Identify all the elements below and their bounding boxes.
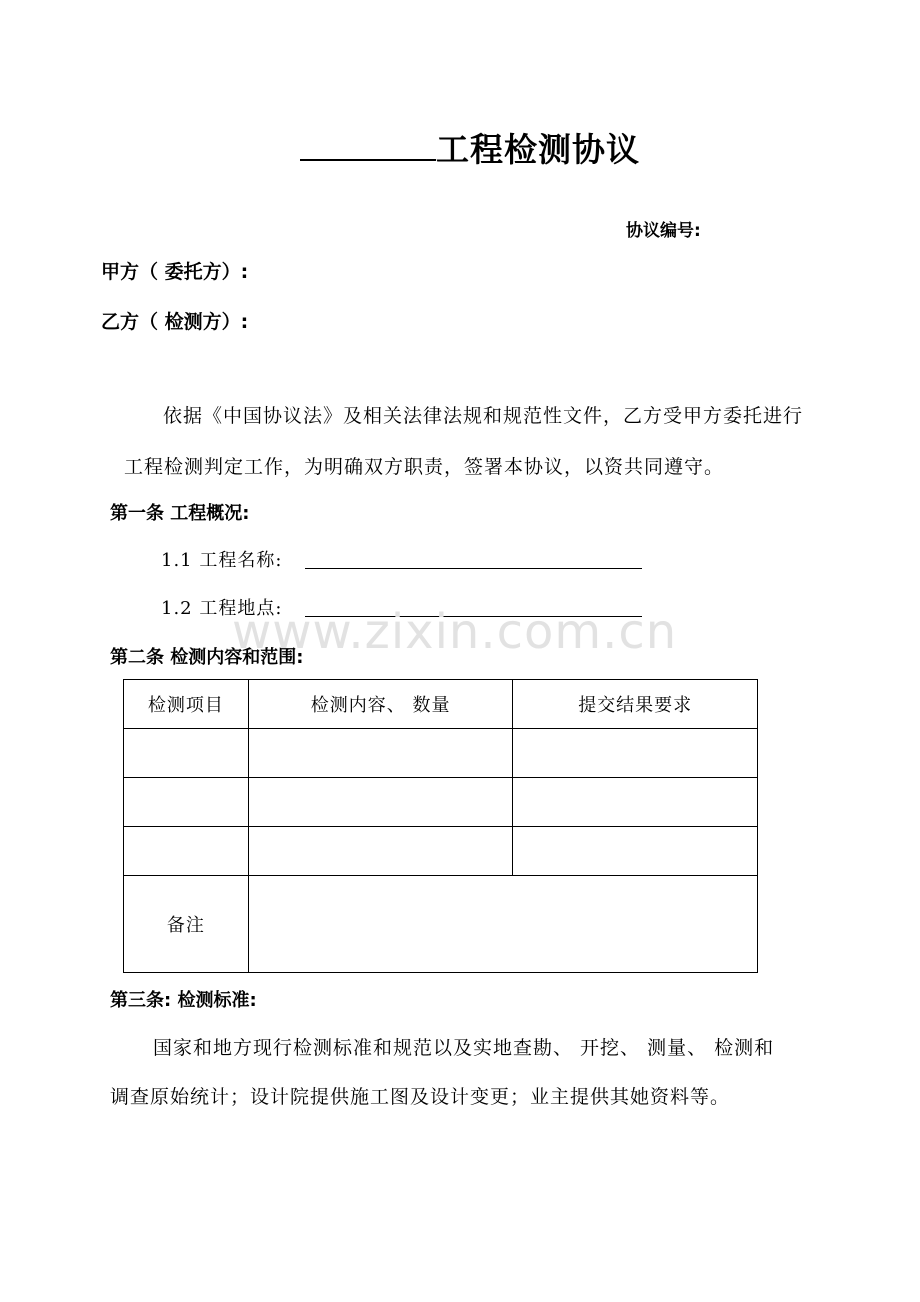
table-cell[interactable] — [248, 778, 513, 827]
table-cell[interactable] — [248, 827, 513, 876]
document-title — [300, 124, 640, 171]
article-1-heading: 第一条 工程概况: — [110, 503, 250, 524]
table-cell[interactable] — [513, 778, 758, 827]
project-location-label: 1.2 工程地点: — [161, 598, 283, 619]
remark-label: 备注 — [124, 876, 249, 973]
table-row — [124, 778, 758, 827]
intro-line-2: 工程检测判定工作，为明确双方职责，签署本协议，以资共同遵守。 — [124, 456, 725, 478]
party-b-label: 乙方（ 检测方）: — [101, 311, 249, 333]
intro-line-1: 依据《中国协议法》及相关法律法规和规范性文件，乙方受甲方委托进行 — [163, 405, 804, 427]
article-3-heading: 第三条: 检测标准: — [110, 990, 257, 1011]
table-cell[interactable] — [513, 827, 758, 876]
project-name-blank[interactable] — [305, 568, 642, 569]
table-cell[interactable] — [124, 827, 249, 876]
remark-cell[interactable] — [248, 876, 757, 973]
party-a-label: 甲方（ 委托方）: — [101, 261, 249, 283]
title-text: 工程检测协议 — [436, 130, 640, 169]
table-cell[interactable] — [248, 729, 513, 778]
article-2-heading: 第二条 检测内容和范围: — [110, 647, 304, 668]
table-cell[interactable] — [124, 729, 249, 778]
header-inspection-content: 检测内容、 数量 — [248, 680, 513, 729]
header-inspection-item: 检测项目 — [124, 680, 249, 729]
project-name-label: 1.1 工程名称: — [161, 550, 283, 571]
header-result-requirement: 提交结果要求 — [513, 680, 758, 729]
remark-row — [124, 876, 758, 973]
table-row — [124, 729, 758, 778]
inspection-scope-table — [123, 679, 758, 973]
table-row — [124, 827, 758, 876]
table-cell[interactable] — [124, 778, 249, 827]
agreement-number-label: 协议编号: — [626, 221, 701, 241]
title-blank-line — [300, 129, 436, 161]
table-cell[interactable] — [513, 729, 758, 778]
table-header-row — [124, 680, 758, 729]
standards-line-1: 国家和地方现行检测标准和规范以及实地查勘、 开挖、 测量、 检测和 — [153, 1037, 775, 1059]
watermark: www.zixin.com.cn — [232, 604, 678, 660]
standards-line-2: 调查原始统计；设计院提供施工图及设计变更；业主提供其她资料等。 — [110, 1086, 731, 1108]
